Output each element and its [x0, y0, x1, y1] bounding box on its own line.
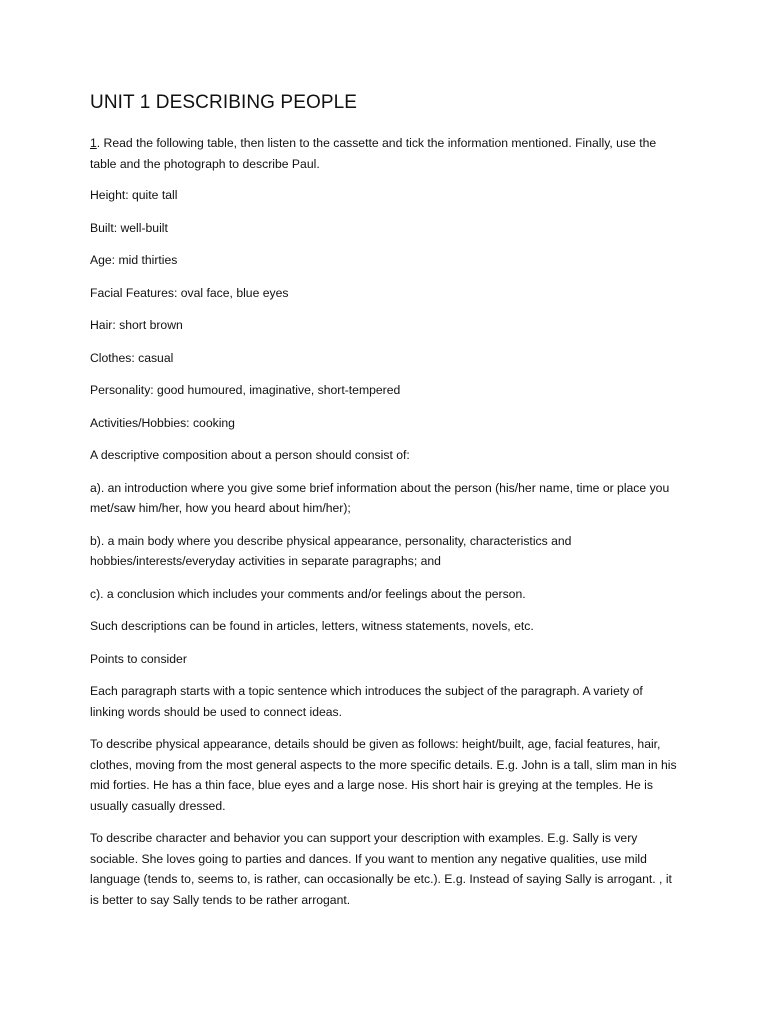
table-item-height: Height: quite tall [90, 188, 178, 202]
point-introduction: a). an introduction where you give some brief information about the person (his/her name, time or place you met/saw him/her, how you heard about him/her); [90, 480, 670, 515]
composition-heading: A descriptive composition about a person should consist of: [90, 448, 410, 462]
table-item-built: Built: well-built [90, 220, 168, 235]
table-item-hobbies: Activities/Hobbies: cooking [90, 415, 235, 430]
exercise-number: 1 [90, 136, 97, 150]
table-item-clothes: Clothes: casual [90, 350, 174, 365]
page-title: UNIT 1 DESCRIBING PEOPLE [90, 92, 358, 113]
table-item-personality: Personality: good humoured, imaginative, short-tempered [90, 383, 401, 397]
point-conclusion: c). a conclusion which includes your comments and/or feelings about the person. [90, 586, 526, 601]
points-heading: Points to consider [90, 651, 187, 666]
table-item-hair: Hair: short brown [90, 318, 183, 332]
paragraph-topic-sentence: Each paragraph starts with a topic sentence which introduces the subject of the paragraph. A variety of linking words should be used to connect ideas. [90, 684, 643, 719]
paragraph-physical-appearance: To describe physical appearance, details should be given as follows: height/built, age, facial features, hair, clothes, moving from the most general aspects to the more specific details. E.g. John is a tall, slim man in his mid forties. He has a thin face, blue eyes and a large nose. His short hair is greying at the temples. He is usually casually dressed. [90, 737, 677, 813]
table-item-facial-features: Facial Features: oval face, blue eyes [90, 285, 289, 300]
table-item-age: Age: mid thirties [90, 253, 178, 267]
exercise-instruction [90, 133, 680, 174]
paragraph-character: To describe character and behavior you can support your description with examples. E.g. Sally is very sociable. She loves going to parties and dances. If you want to mention any negative qualities, use mild language (tends to, seems to, is rather, can occasionally be etc.). E.g. Instead of saying Sally is arrogant. , it is better to say Sally tends to be rather arrogant. [90, 831, 672, 907]
point-main-body: b). a main body where you describe physical appearance, personality, characteristics and hobbies/interests/everyday activities in separate paragraphs; and [90, 533, 572, 568]
exercise-text: . Read the following table, then listen to the cassette and tick the information mentioned. Finally, use the table and the photograph to describe Paul. [90, 136, 657, 171]
document-page [90, 92, 680, 922]
found-in-text: Such descriptions can be found in articles, letters, witness statements, novels, etc. [90, 619, 534, 633]
